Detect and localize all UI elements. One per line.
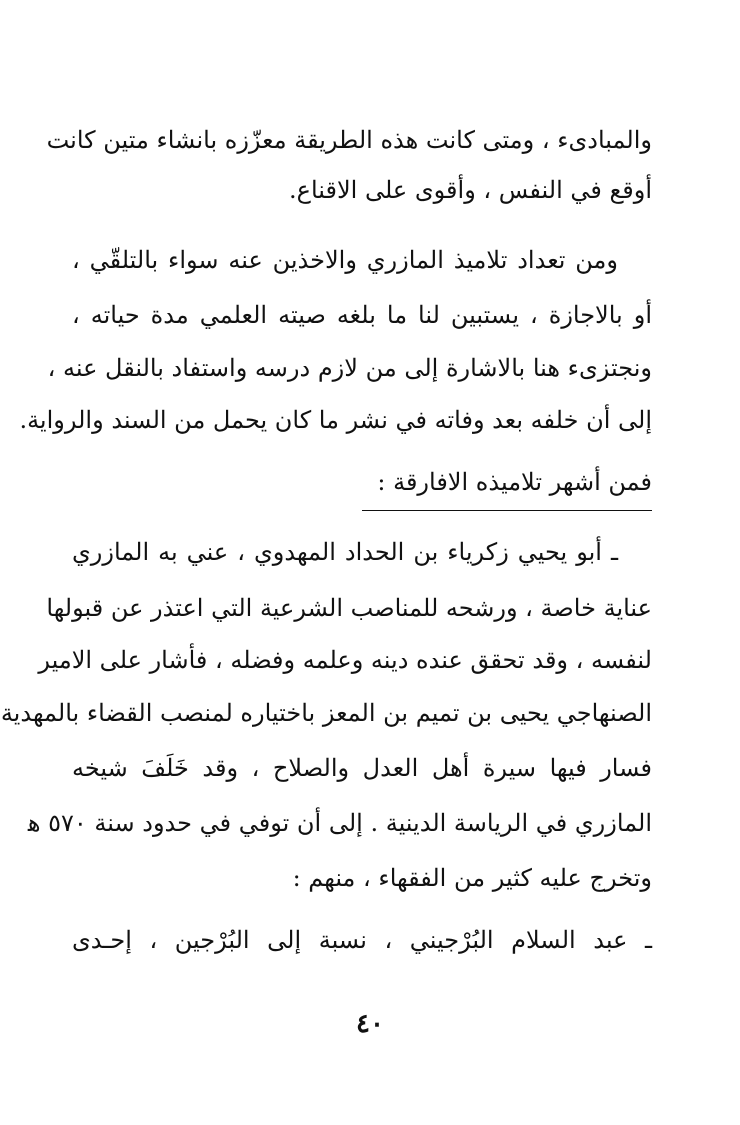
section-heading: فمن أشهر تلاميذه الافارقة : bbox=[377, 468, 652, 496]
text-line: ـ عبد السلام البُرْجيني ، نسبة إلى البُرْجين ، إحـدى bbox=[72, 926, 652, 954]
section-heading-block bbox=[362, 462, 652, 502]
text-line: ومن تعداد تلاميذ المازري والاخذين عنه سواء بالتلقّي ، bbox=[72, 246, 618, 274]
text-line: الصنهاجي يحيى بن تميم بن المعز باختياره لمنصب القضاء بالمهدية bbox=[0, 699, 652, 727]
heading-underline bbox=[362, 510, 652, 511]
text-line: ونجتزىء هنا بالاشارة إلى من لازم درسه واستفاد بالنقل عنه ، bbox=[47, 354, 652, 382]
text-line: أو بالاجازة ، يستبين لنا ما بلغه صيته العلمي مدة حياته ، bbox=[72, 301, 652, 329]
text-line: والمبادىء ، ومتى كانت هذه الطريقة معزّزه بانشاء متين كانت bbox=[46, 126, 652, 154]
text-line: عناية خاصة ، ورشحه للمناصب الشرعية التي اعتذر عن قبولها bbox=[46, 594, 652, 622]
text-line: إلى أن خلفه بعد وفاته في نشر ما كان يحمل من السند والرواية. bbox=[19, 406, 652, 434]
text-line: فسار فيها سيرة أهل العدل والصلاح ، وقد خَلَفَ شيخه bbox=[72, 754, 652, 782]
text-line: المازري في الرياسة الدينية . إلى أن توفي في حدود سنة ٥٧٠ ﻫ bbox=[27, 809, 652, 837]
text-line: لنفسه ، وقد تحقق عنده دينه وعلمه وفضله ، فأشار على الامير bbox=[38, 646, 652, 674]
text-line: وتخرج عليه كثير من الفقهاء ، منهم : bbox=[292, 864, 652, 892]
text-line: ـ أبو يحيي زكرياء بن الحداد المهدوي ، عني به المازري bbox=[72, 538, 618, 566]
page-number: ٤٠ bbox=[356, 1009, 384, 1039]
text-line: أوقع في النفس ، وأقوى على الاقناع. bbox=[289, 176, 652, 204]
